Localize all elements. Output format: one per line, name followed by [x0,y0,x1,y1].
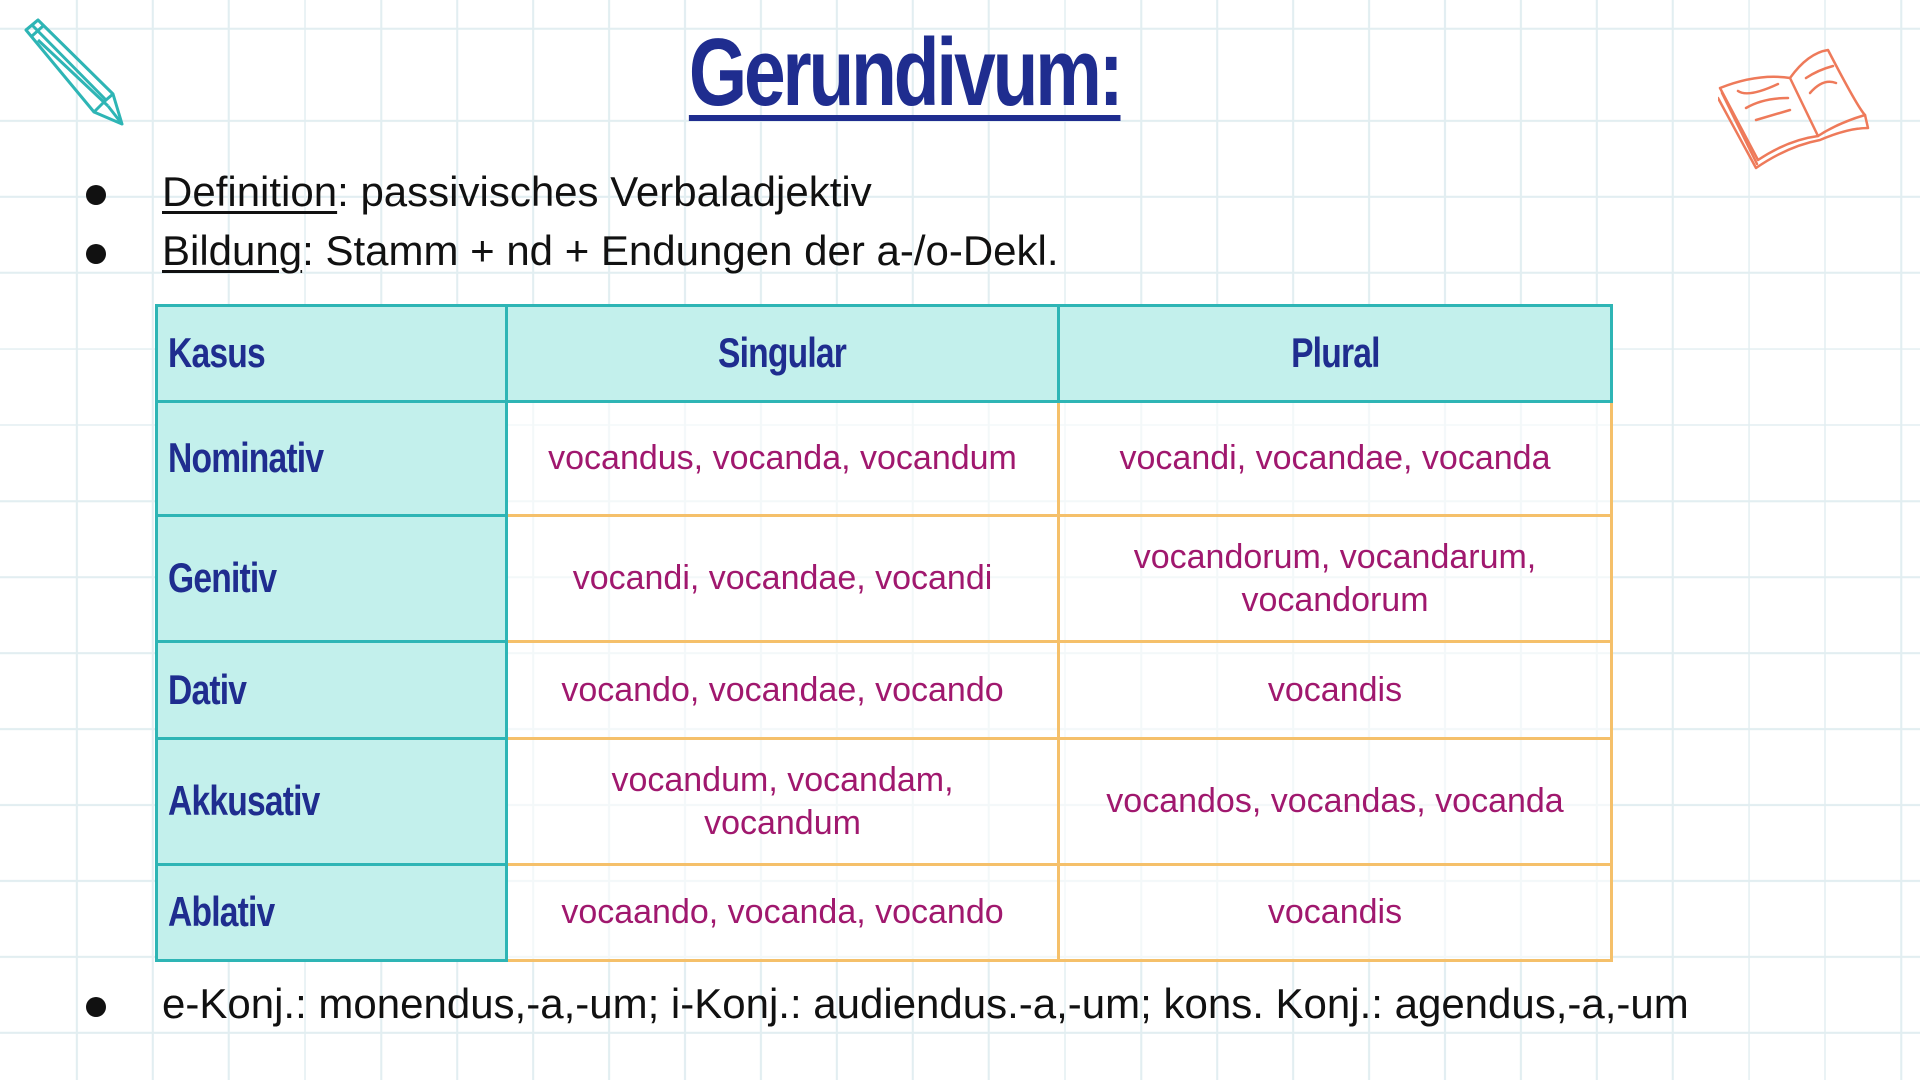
declension-table [155,304,1613,962]
header-label: Singular [718,329,847,377]
kasus-label: Dativ [168,665,247,713]
plural-cell: vocandis [1059,642,1612,739]
plural-cell: vocandos, vocandas, vocanda [1059,739,1612,865]
kasus-label: Nominativ [168,434,324,482]
conjugation-bullet [86,980,1689,1028]
singular-cell: vocandum, vocandam, vocandum [507,739,1059,865]
page-title-wrap [0,18,1810,128]
page-title: Gerundivum: [689,19,1121,126]
table-row [157,516,1612,642]
singular-cell: vocandi, vocandae, vocandi [507,516,1059,642]
bullet-dot-icon [86,185,106,205]
kasus-cell [157,402,507,516]
singular-cell: vocando, vocandae, vocando [507,642,1059,739]
header-plural [1059,306,1612,402]
bullet-dot-icon [86,244,106,264]
bullet-dot-icon [86,997,106,1017]
header-singular [507,306,1059,402]
plural-cell: vocandorum, vocandarum, vocandorum [1059,516,1612,642]
kasus-cell [157,865,507,961]
definition-bullet [86,168,872,216]
table-row [157,739,1612,865]
kasus-cell [157,739,507,865]
plural-cell: vocandis [1059,865,1612,961]
definition-label: Definition [162,168,338,215]
header-label: Plural [1290,329,1380,377]
bildung-bullet [86,227,1059,275]
plural-cell: vocandi, vocandae, vocanda [1059,402,1612,516]
kasus-label: Ablativ [168,888,275,936]
bildung-label: Bildung [162,227,303,274]
definition-text: : passivisches Verbaladjektiv [337,168,872,215]
bildung-text: : Stamm + nd + Endungen der a-/o-Dekl. [302,227,1059,274]
table-row [157,642,1612,739]
kasus-cell [157,516,507,642]
table-row [157,402,1612,516]
singular-cell: vocaando, vocanda, vocando [507,865,1059,961]
header-kasus [157,306,507,402]
kasus-label: Akkusativ [168,777,320,825]
table-row [157,865,1612,961]
open-book-icon [1718,48,1878,178]
kasus-label: Genitiv [168,554,277,602]
header-label: Kasus [168,329,265,377]
pencil-icon [18,14,128,129]
singular-cell: vocandus, vocanda, vocandum [507,402,1059,516]
conjugation-text: e-Konj.: monendus,-a,-um; i-Konj.: audiendus.-a,-um; kons. Konj.: agendus,-a,-um [162,980,1689,1027]
table-header-row [157,306,1612,402]
kasus-cell [157,642,507,739]
